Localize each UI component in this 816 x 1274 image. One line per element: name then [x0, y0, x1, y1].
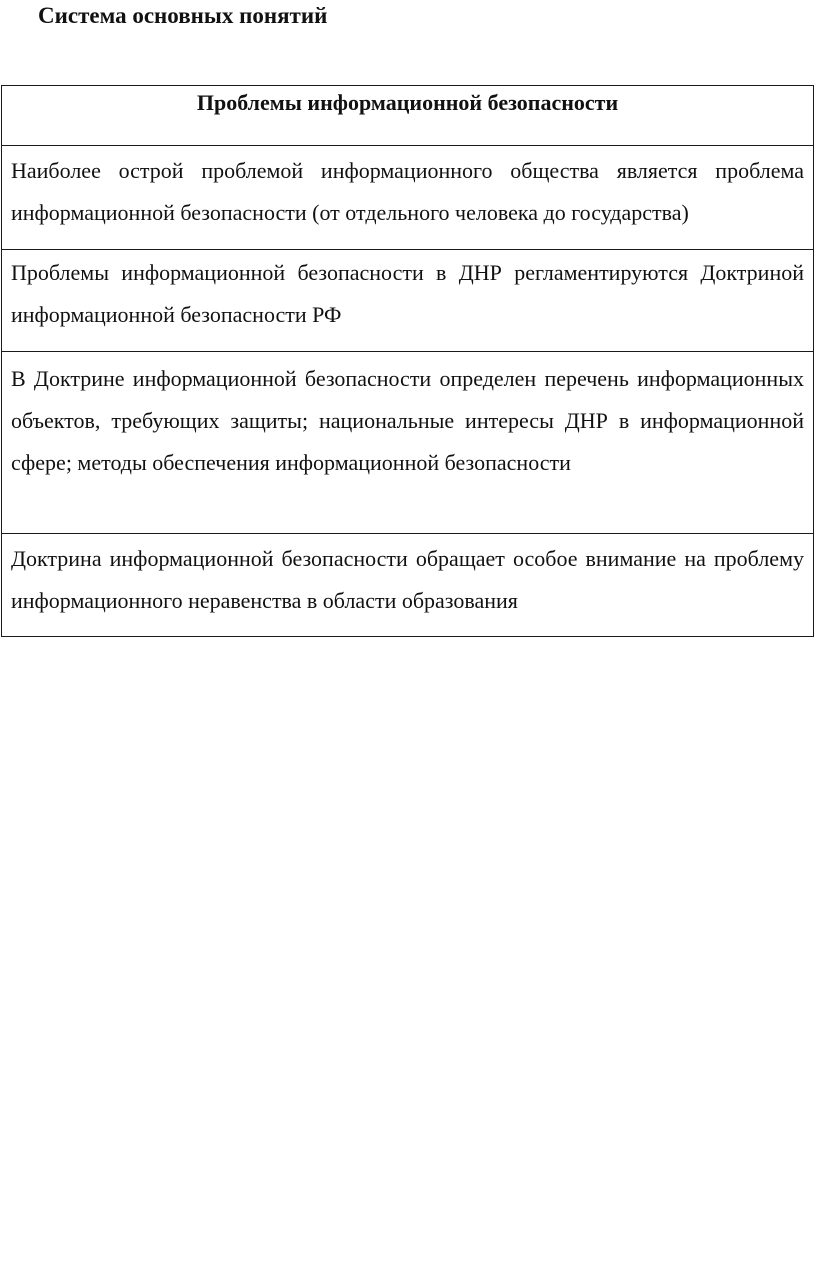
table-header-label: Проблемы информационной безопасности [196, 90, 619, 115]
concepts-table [1, 85, 814, 637]
table-header-cell [2, 86, 814, 146]
table-row [2, 250, 814, 352]
page-title: Система основных понятий [38, 3, 328, 28]
table-header-row [2, 86, 814, 146]
table-row [2, 534, 814, 637]
table-row [2, 352, 814, 534]
table-row [2, 146, 814, 250]
table-cell: Проблемы информационной безопасности в ДНР регламентируются Доктриной информационной безопасности РФ [2, 250, 814, 352]
table-cell: Доктрина информационной безопасности обращает особое внимание на проблему информационного неравенства в области образования [2, 534, 814, 637]
table-cell: В Доктрине информационной безопасности определен перечень информационных объектов, требующих защиты; национальные интересы ДНР в информационной сфере; методы обеспечения информационной безопасности [2, 352, 814, 534]
table-cell: Наиболее острой проблемой информационного общества является проблема информационной безопасности (от отдельного человека до государства) [2, 146, 814, 250]
